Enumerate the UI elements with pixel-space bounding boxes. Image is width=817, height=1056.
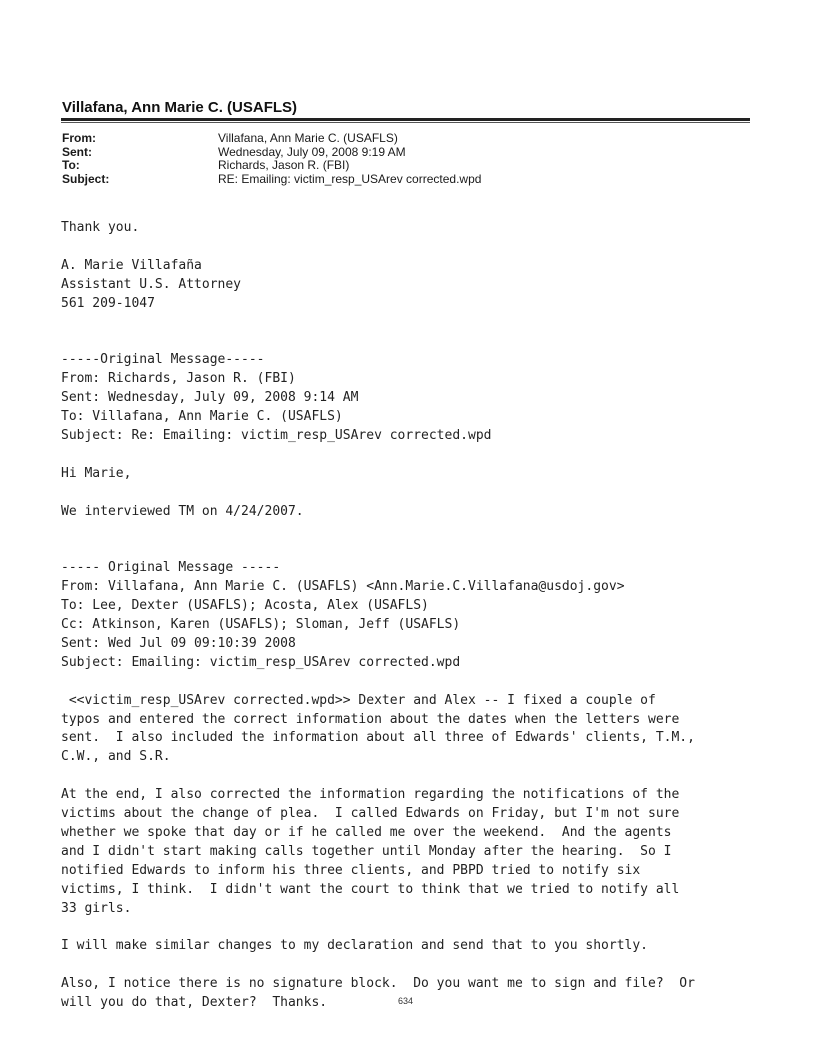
header-value: Richards, Jason R. (FBI) xyxy=(218,158,350,172)
header-value: Villafana, Ann Marie C. (USAFLS) xyxy=(218,131,398,145)
body-line xyxy=(61,767,761,786)
body-line xyxy=(61,522,761,541)
body-line: Subject: Emailing: victim_resp_USArev corrected.wpd xyxy=(61,654,461,670)
body-line: -----Original Message----- xyxy=(61,352,265,368)
body-line: Also, I notice there is no signature block. Do you want me to sign and file? Or xyxy=(61,976,695,992)
header-row xyxy=(62,173,481,187)
body-line: victims, I think. I didn't want the court to think that we tried to notify all xyxy=(61,881,680,897)
body-line: We interviewed TM on 4/24/2007. xyxy=(61,503,304,519)
body-line xyxy=(61,314,761,333)
document-title: Villafana, Ann Marie C. (USAFLS) xyxy=(62,99,298,116)
header-label: Subject: xyxy=(62,171,110,186)
body-line: I will make similar changes to my declaration and send that to you shortly. xyxy=(61,938,648,954)
header-value: Wednesday, July 09, 2008 9:19 AM xyxy=(218,144,406,159)
body-line: From: Richards, Jason R. (FBI) xyxy=(61,371,296,387)
email-body xyxy=(61,219,761,1013)
page-number: 634 xyxy=(398,996,414,1006)
body-line xyxy=(61,446,761,465)
body-line: Sent: Wednesday, July 09, 2008 9:14 AM xyxy=(61,390,359,406)
body-line: C.W., and S.R. xyxy=(61,749,171,765)
header-label: From: xyxy=(62,131,96,145)
body-line: 33 girls. xyxy=(61,900,132,916)
body-line: <<victim_resp_USArev corrected.wpd>> Dexter and Alex -- I fixed a couple of xyxy=(61,692,656,708)
body-line xyxy=(61,956,761,975)
body-line: Hi Marie, xyxy=(61,465,132,481)
body-line: ----- Original Message ----- xyxy=(61,560,281,576)
body-line: notified Edwards to inform his three clients, and PBPD tried to notify six xyxy=(61,862,641,878)
body-line: 561 209-1047 xyxy=(61,295,155,311)
body-line: At the end, I also corrected the information regarding the notifications of the xyxy=(61,787,680,803)
body-line: Cc: Atkinson, Karen (USAFLS); Sloman, Jeff (USAFLS) xyxy=(61,617,461,633)
body-line xyxy=(61,540,761,559)
header-value: RE: Emailing: victim_resp_USArev corrected.wpd xyxy=(218,171,482,186)
body-line: whether we spoke that day or if he called me over the weekend. And the agents xyxy=(61,825,672,840)
title-rule xyxy=(61,118,750,121)
body-line: Thank you. xyxy=(61,220,140,235)
title-rule-thin xyxy=(61,122,750,123)
body-line: and I didn't start making calls together until Monday after the hearing. So I xyxy=(61,843,672,859)
body-line: To: Lee, Dexter (USAFLS); Acosta, Alex (USAFLS) xyxy=(61,598,429,614)
header-label: Sent: xyxy=(62,144,92,159)
header-row xyxy=(62,132,481,146)
body-line xyxy=(61,238,761,257)
body-line: Subject: Re: Emailing: victim_resp_USArev corrected.wpd xyxy=(61,427,492,443)
body-line: sent. I also included the information about all three of Edwards' clients, T.M., xyxy=(61,730,695,746)
body-line: To: Villafana, Ann Marie C. (USAFLS) xyxy=(61,409,343,425)
body-line xyxy=(61,332,761,351)
email-header xyxy=(62,132,481,186)
header-row xyxy=(62,146,481,160)
body-line xyxy=(61,673,761,692)
body-line: victims about the change of plea. I called Edwards on Friday, but I'm not sure xyxy=(61,806,680,822)
header-label: To: xyxy=(62,158,80,172)
body-line xyxy=(61,919,761,938)
body-line: Assistant U.S. Attorney xyxy=(61,276,242,292)
body-line: will you do that, Dexter? Thanks. xyxy=(61,995,328,1011)
body-line: typos and entered the correct information about the dates when the letters were xyxy=(61,711,680,727)
body-line: Sent: Wed Jul 09 09:10:39 2008 xyxy=(61,635,296,651)
body-line xyxy=(61,484,761,503)
body-line: A. Marie Villafaña xyxy=(61,257,202,273)
body-line: From: Villafana, Ann Marie C. (USAFLS) <Ann.Marie.C.Villafana@usdoj.gov> xyxy=(61,579,625,595)
header-row xyxy=(62,159,481,173)
